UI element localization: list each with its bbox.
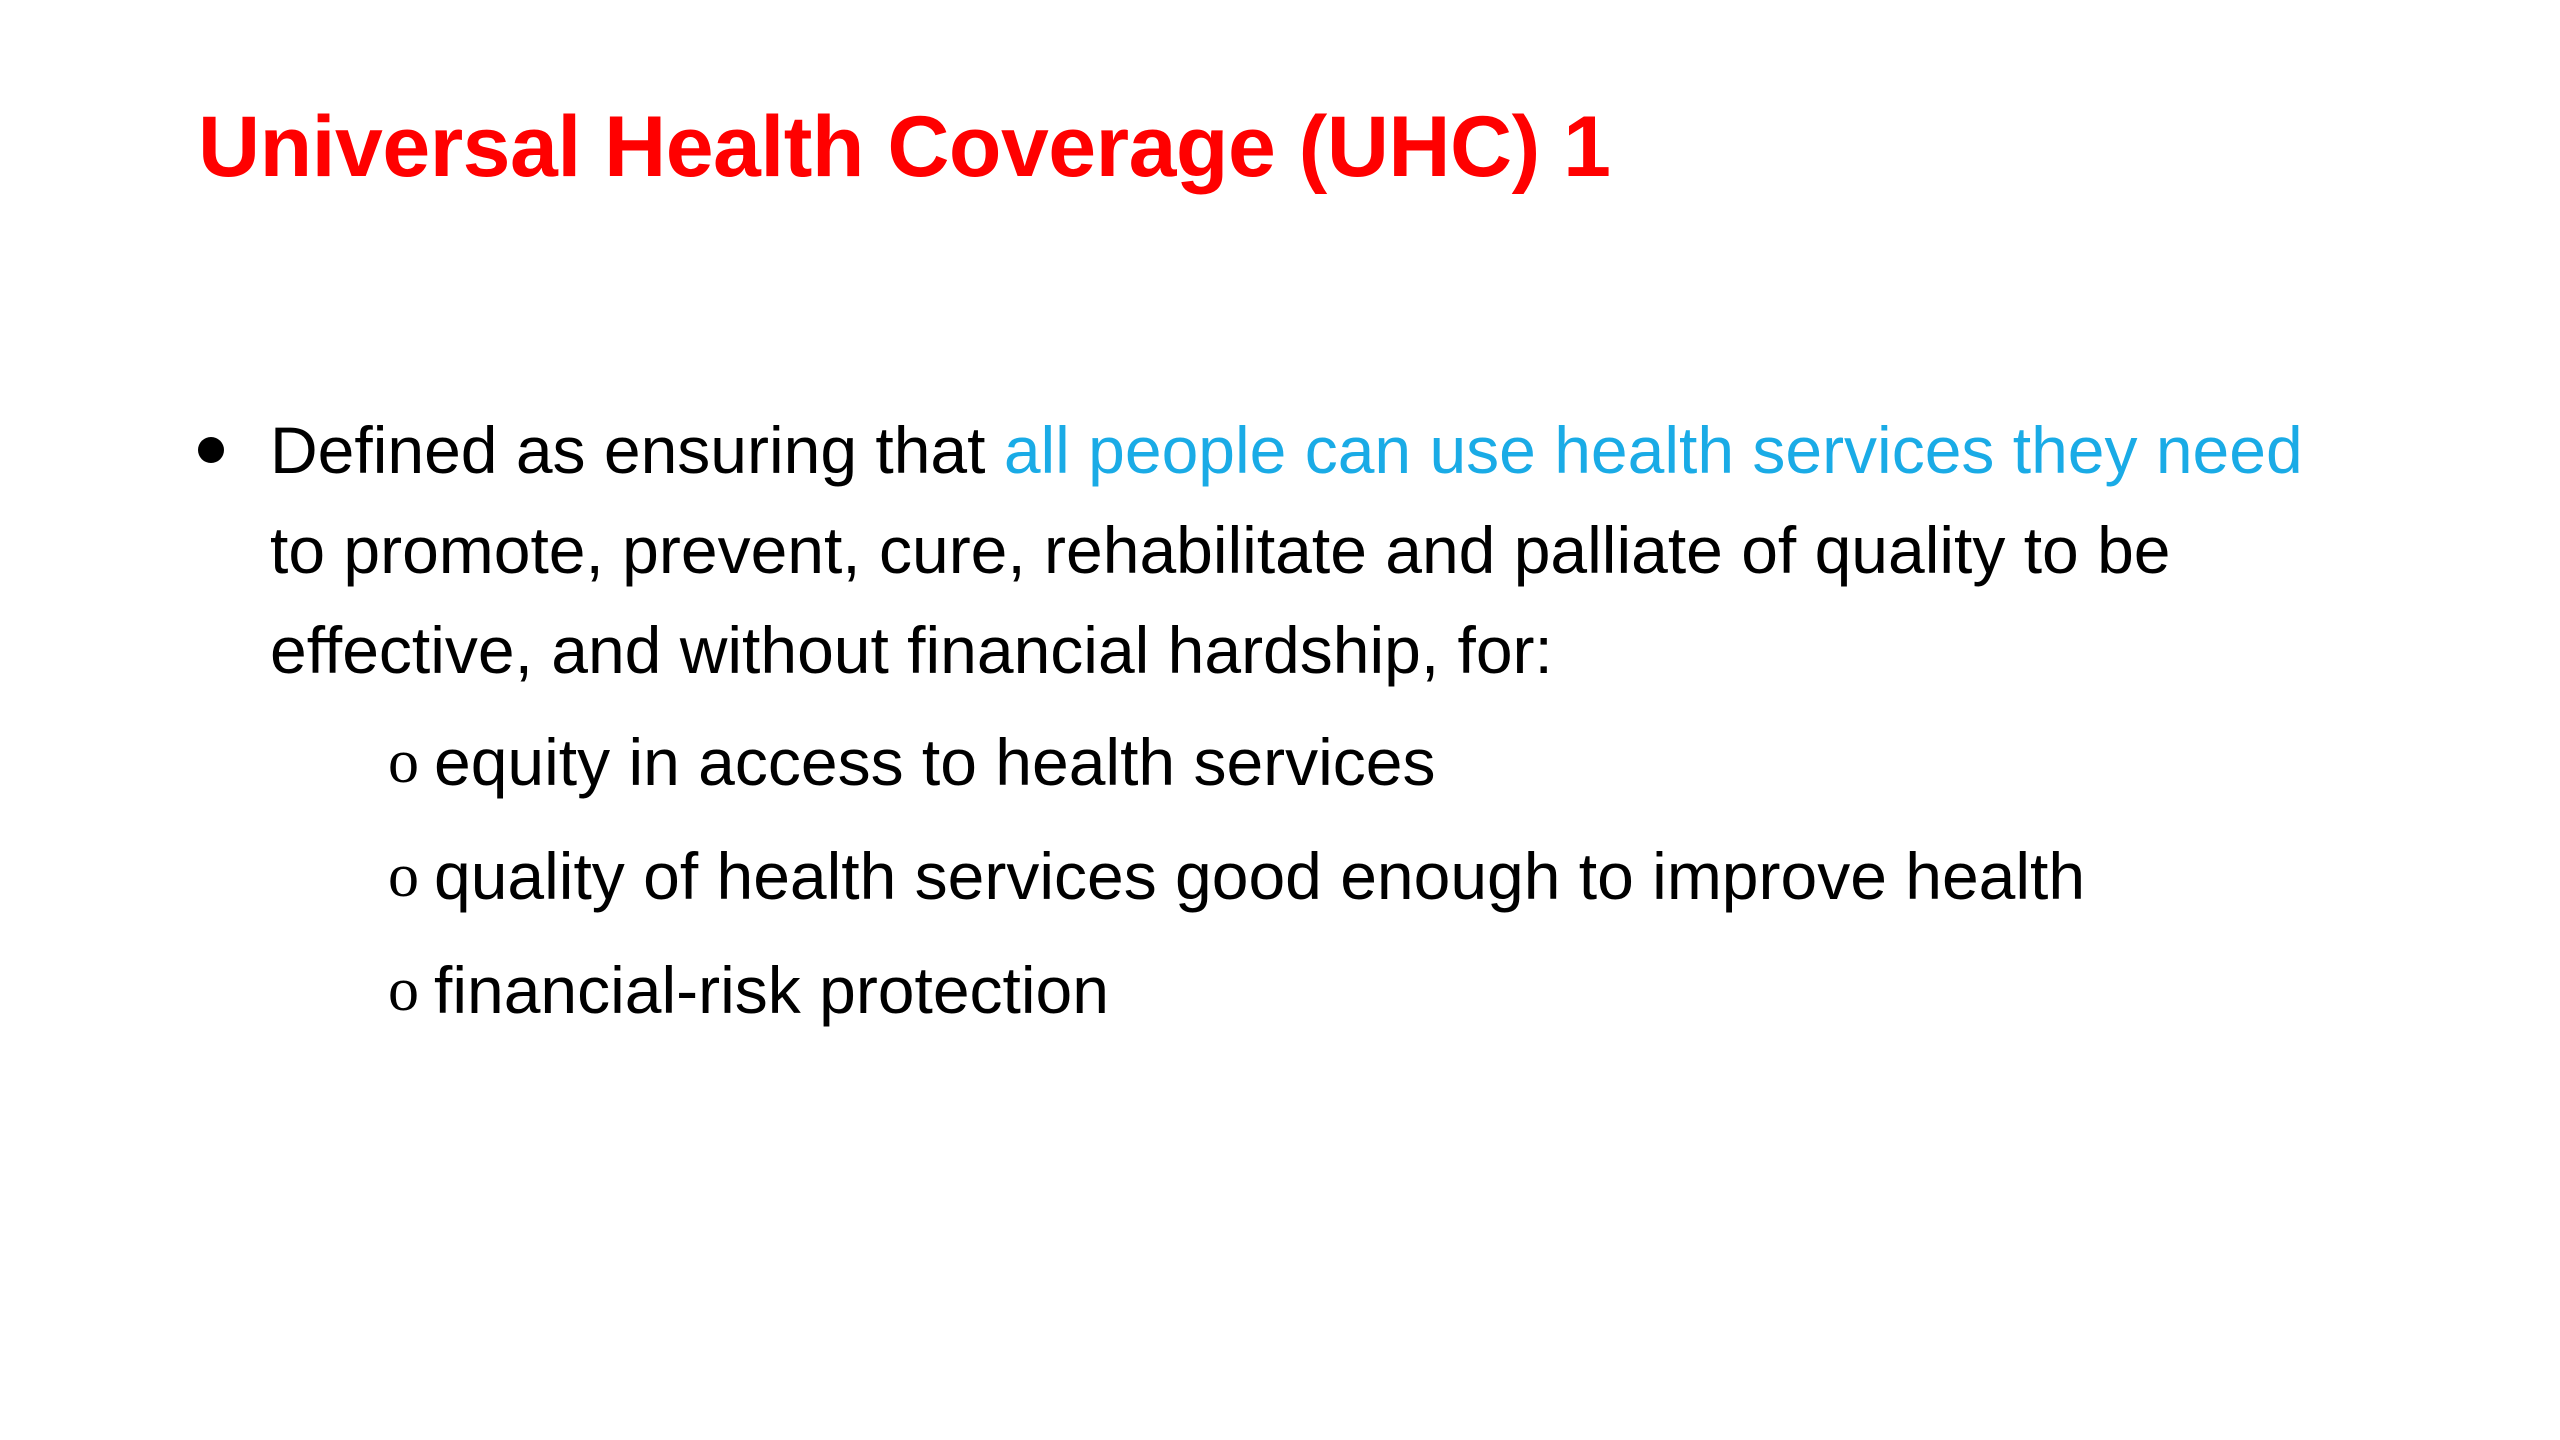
slide-body [198,400,2398,1054]
sub-bullet-item [388,826,2334,926]
sub-bullet-text: quality of health services good enough to improve health [434,839,2086,913]
bullet-icon [198,437,224,463]
sub-bullet-item [388,940,2334,1040]
bullet-text-before: Defined as ensuring that [270,413,1004,487]
sub-bullet-list [198,712,2398,1040]
sub-bullet-text: equity in access to health services [434,725,1436,799]
sub-bullet-item [388,712,2334,812]
bullet-text-after: to promote, prevent, cure, rehabilitate and palliate of quality to be effective, and without financial hardship, for: [270,513,2171,687]
slide-title: Universal Health Coverage (UHC) 1 [198,99,1611,195]
circle-bullet-icon: o [388,956,419,1024]
circle-bullet-icon: o [388,728,419,796]
bullet-item [198,400,2350,700]
bullet-text-highlight: all people can use health services they need [1003,413,2303,487]
sub-bullet-text: financial-risk protection [434,953,1109,1027]
circle-bullet-icon: o [388,842,419,910]
